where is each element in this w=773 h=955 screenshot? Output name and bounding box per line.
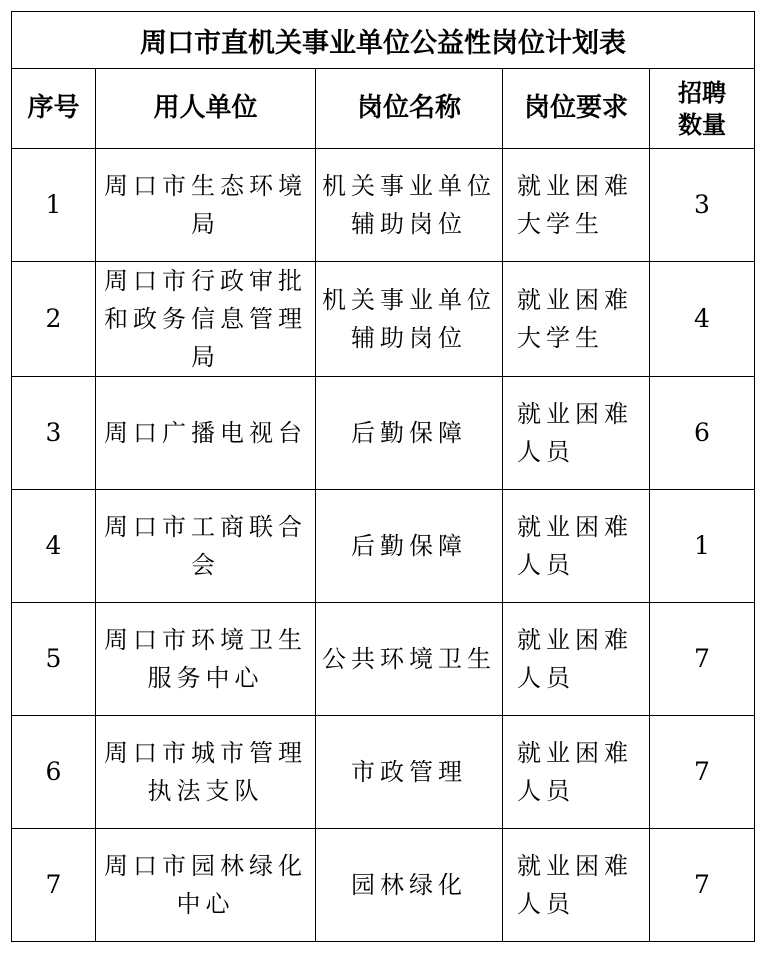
row-count: 4 (650, 262, 755, 377)
row-position: 后勤保障 (316, 377, 503, 490)
header-count (650, 69, 755, 149)
row-no: 1 (12, 149, 96, 262)
row-unit: 周口市行政审批和政务信息管理局 (96, 262, 316, 377)
row-requirement: 就业困难人员 (503, 490, 650, 603)
row-count: 7 (650, 716, 755, 829)
row-count: 3 (650, 149, 755, 262)
row-count: 7 (650, 603, 755, 716)
header-unit: 用人单位 (96, 69, 316, 149)
row-no: 3 (12, 377, 96, 490)
table-row (12, 149, 755, 262)
row-no: 5 (12, 603, 96, 716)
row-no: 4 (12, 490, 96, 603)
table-row (12, 603, 755, 716)
header-requirement: 岗位要求 (503, 69, 650, 149)
table-title: 周口市直机关事业单位公益性岗位计划表 (12, 12, 755, 69)
row-unit: 周口市工商联合会 (96, 490, 316, 603)
row-unit: 周口广播电视台 (96, 377, 316, 490)
row-position: 机关事业单位辅助岗位 (316, 149, 503, 262)
row-count: 6 (650, 377, 755, 490)
row-requirement: 就业困难大学生 (503, 262, 650, 377)
row-position: 公共环境卫生 (316, 603, 503, 716)
table-row (12, 262, 755, 377)
row-count: 1 (650, 490, 755, 603)
header-count-line1: 招聘 (678, 78, 726, 107)
table-row (12, 829, 755, 942)
row-requirement: 就业困难大学生 (503, 149, 650, 262)
row-requirement: 就业困难人员 (503, 829, 650, 942)
row-requirement: 就业困难人员 (503, 603, 650, 716)
row-position: 机关事业单位辅助岗位 (316, 262, 503, 377)
row-unit: 周口市城市管理执法支队 (96, 716, 316, 829)
header-no: 序号 (12, 69, 96, 149)
plan-table-sheet (11, 11, 754, 942)
row-no: 2 (12, 262, 96, 377)
table-row (12, 490, 755, 603)
row-position: 市政管理 (316, 716, 503, 829)
row-unit: 周口市生态环境局 (96, 149, 316, 262)
row-requirement: 就业困难人员 (503, 716, 650, 829)
table-row (12, 377, 755, 490)
header-position: 岗位名称 (316, 69, 503, 149)
row-requirement: 就业困难人员 (503, 377, 650, 490)
row-no: 6 (12, 716, 96, 829)
row-unit: 周口市环境卫生服务中心 (96, 603, 316, 716)
row-position: 后勤保障 (316, 490, 503, 603)
row-no: 7 (12, 829, 96, 942)
row-unit: 周口市园林绿化中心 (96, 829, 316, 942)
plan-table (11, 11, 755, 942)
table-row (12, 716, 755, 829)
header-count-line2: 数量 (678, 110, 726, 139)
row-count: 7 (650, 829, 755, 942)
row-position: 园林绿化 (316, 829, 503, 942)
